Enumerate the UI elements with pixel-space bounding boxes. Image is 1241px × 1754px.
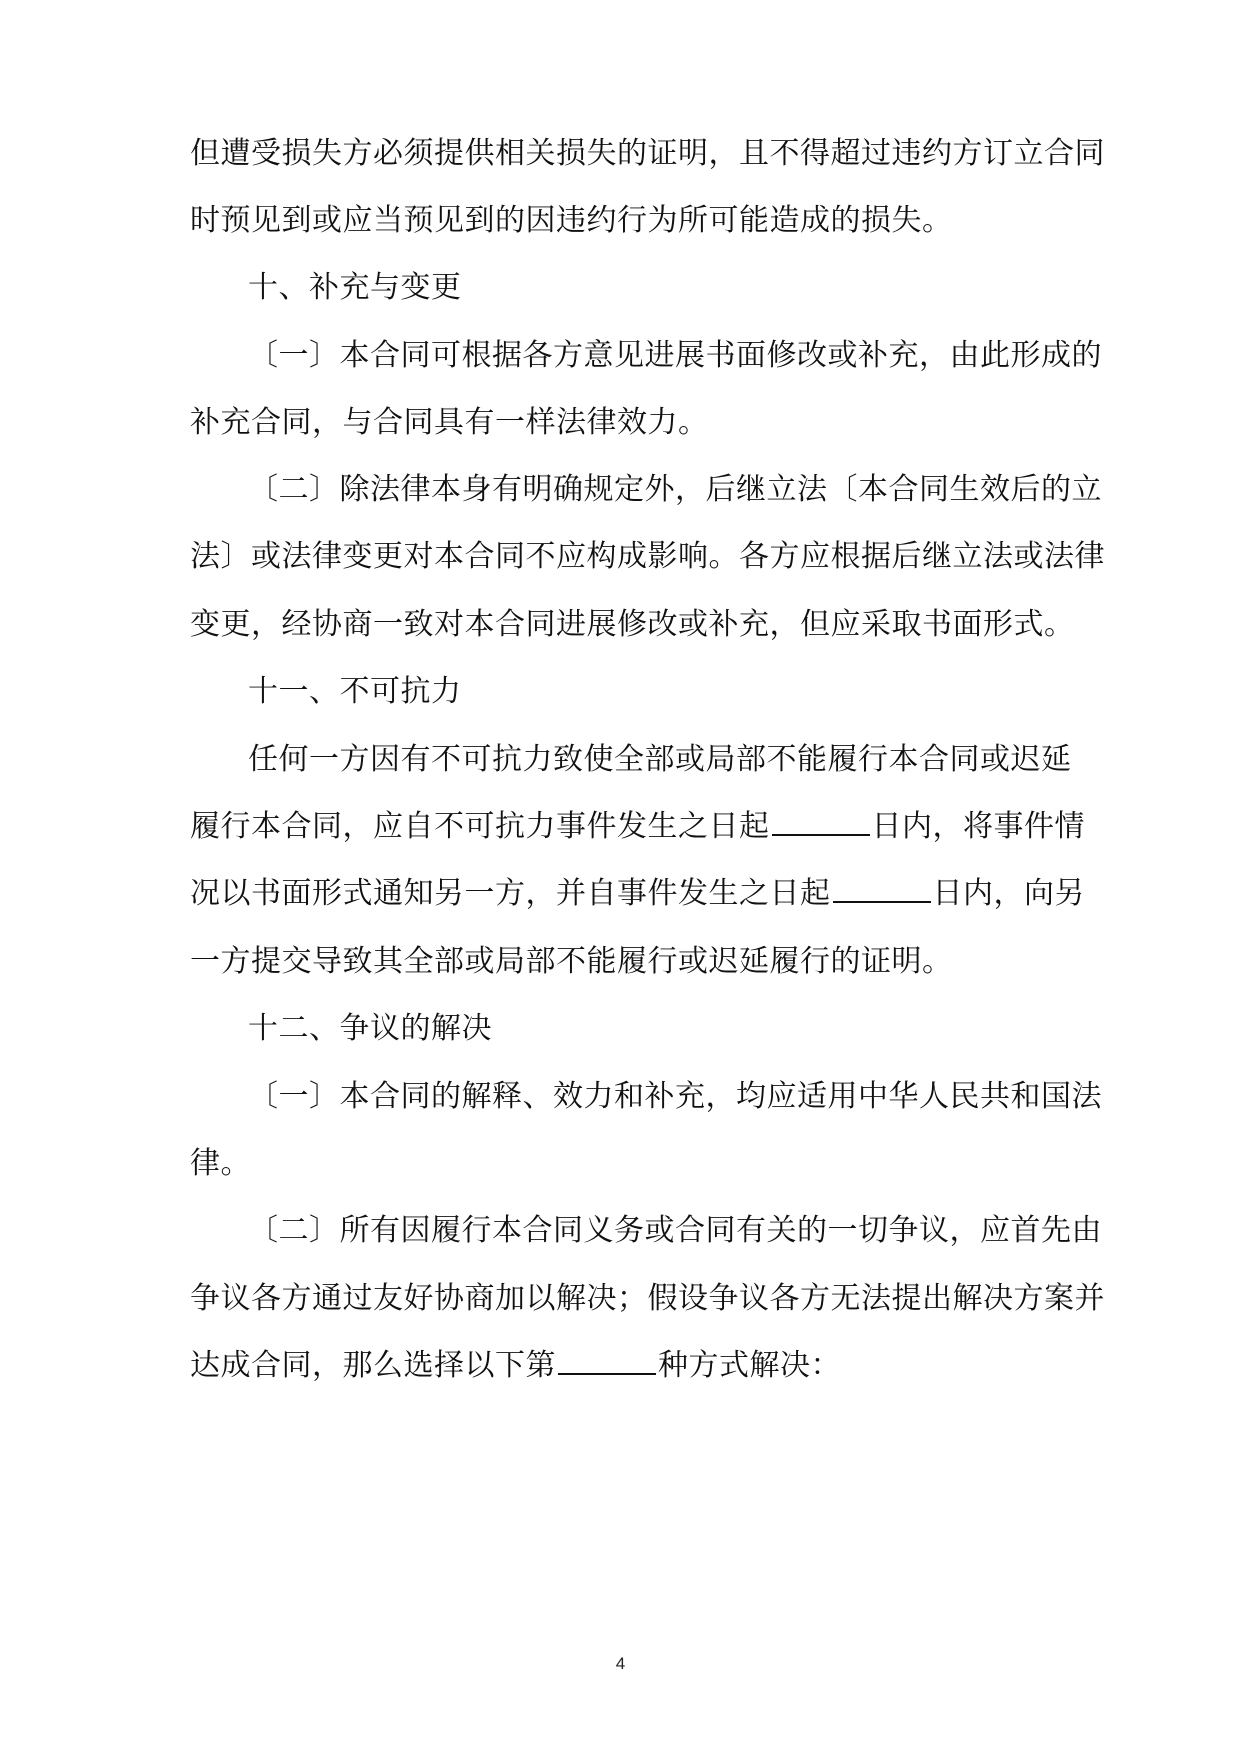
paragraph-line: 〔二〕所有因履行本合同义务或合同有关的一切争议，应首先由 <box>248 1213 1102 1248</box>
line-text: 日内，向另 <box>932 876 1085 911</box>
paragraph-line: 争议各方通过友好协商加以解决；假设争议各方无法提出解决方案并 <box>190 1281 1105 1316</box>
paragraph-line <box>190 874 1085 914</box>
paragraph-line: 但遭受损失方必须提供相关损失的证明，且不得超过违约方订立合同 <box>190 136 1105 171</box>
line-text: 履行本合同，应自不可抗力事件发生之日起 <box>190 809 770 844</box>
paragraph-line: 律。 <box>190 1146 251 1181</box>
line-text: 日内，将事件情 <box>871 809 1085 844</box>
paragraph-line: 〔二〕除法律本身有明确规定外，后继立法〔本合同生效后的立 <box>248 472 1102 507</box>
line-text: 达成合同，那么选择以下第 <box>190 1348 556 1383</box>
section-heading-10: 十、补充与变更 <box>248 270 462 305</box>
paragraph-line <box>190 1346 841 1386</box>
paragraph-line: 变更，经协商一致对本合同进展修改或补充，但应采取书面形式。 <box>190 607 1075 642</box>
paragraph-line: 〔一〕本合同的解释、效力和补充，均应适用中华人民共和国法 <box>248 1079 1102 1114</box>
paragraph-line: 时预见到或应当预见到的因违约行为所可能造成的损失。 <box>190 203 953 238</box>
paragraph-line: 一方提交导致其全部或局部不能履行或迟延履行的证明。 <box>190 944 953 979</box>
paragraph-line: 补充合同，与合同具有一样法律效力。 <box>190 405 709 440</box>
line-text: 况以书面形式通知另一方，并自事件发生之日起 <box>190 876 831 911</box>
paragraph-line: 〔一〕本合同可根据各方意见进展书面修改或补充，由此形成的 <box>248 338 1102 373</box>
paragraph-line: 法〕或法律变更对本合同不应构成影响。各方应根据后继立法或法律 <box>190 539 1105 574</box>
fill-in-blank <box>772 808 870 836</box>
paragraph-line <box>190 807 1085 847</box>
fill-in-blank <box>833 875 931 903</box>
section-heading-11: 十一、不可抗力 <box>248 674 462 709</box>
paragraph-line: 任何一方因有不可抗力致使全部或局部不能履行本合同或迟延 <box>248 742 1072 777</box>
page-number: 4 <box>615 1654 626 1673</box>
line-text: 种方式解决： <box>658 1348 841 1383</box>
section-heading-12: 十二、争议的解决 <box>248 1011 492 1046</box>
fill-in-blank <box>558 1347 656 1375</box>
